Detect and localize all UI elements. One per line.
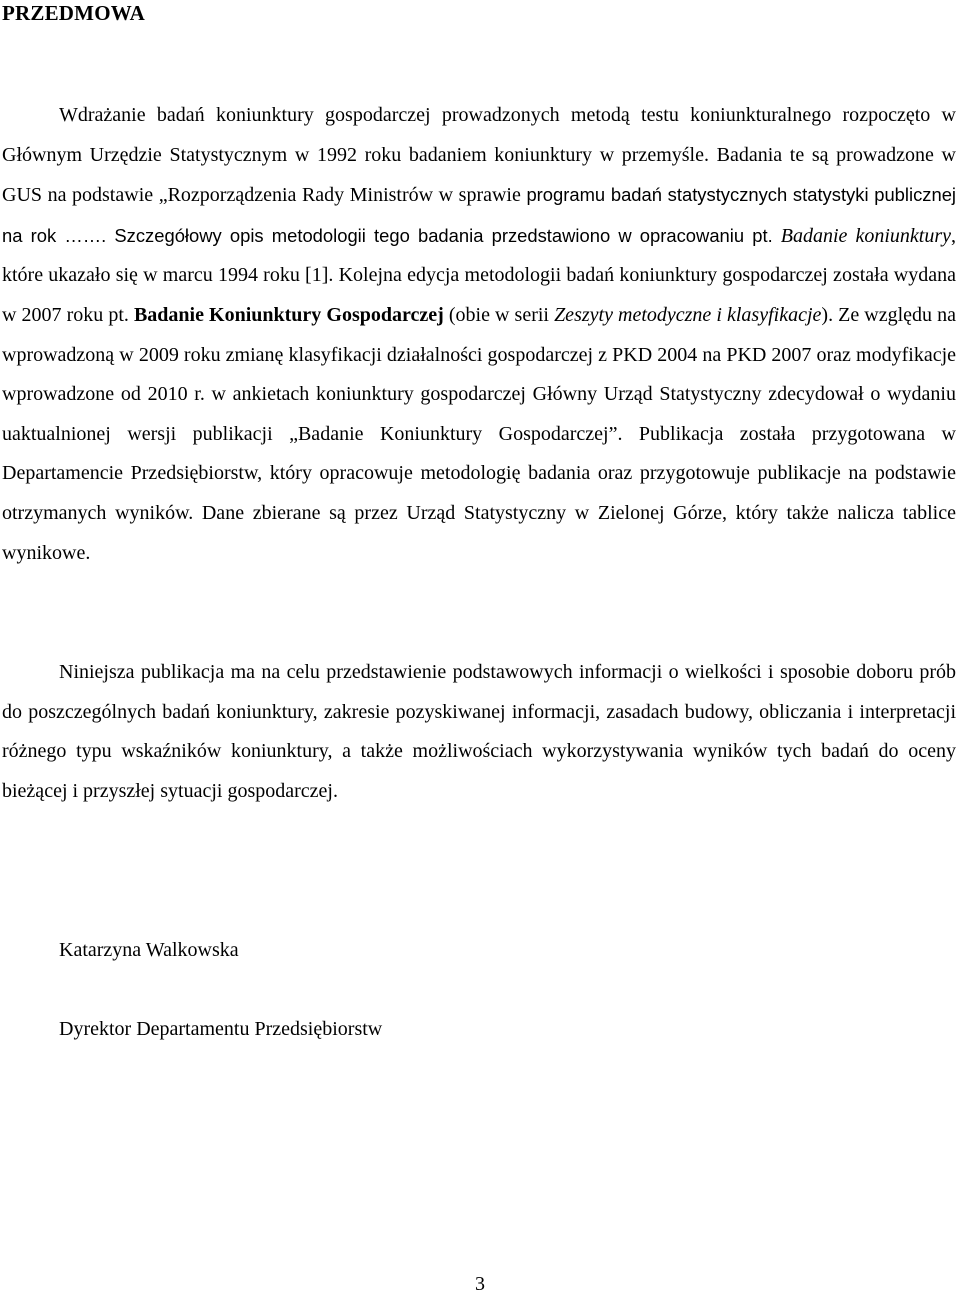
signature-title: Dyrektor Departamentu Przedsiębiorstw [59, 1018, 383, 1040]
series-title-zeszyty-metodyczne: Zeszyty metodyczne i klasyfikacje [554, 303, 822, 326]
signature-name: Katarzyna Walkowska [59, 939, 239, 961]
publication-title-badanie-koniunktury-gospodarczej: Badanie Koniunktury Gospodarczej [133, 303, 444, 326]
preface-paragraph-2: Niniejsza publikacja ma na celu przedstawienie podstawowych informacji o wielkości i sposobie doboru prób do poszczególnych badań koniunktury, zakresie pozyskiwanej informacji, zasadach budowy, obliczania i interpretacji różnego typu wskaźników koniunktury, a także możliwościach wykorzystywania wyników tych badań do oceny bieżącej i przyszłej sytuacji gospodarczej. [2, 661, 956, 802]
publication-title-badanie-koniunktury: Badanie koniunktury [780, 224, 952, 247]
preface-paragraph-1 [2, 96, 956, 573]
paragraph-text-run: ). Ze względu na wprowadzoną w 2009 roku zmianę klasyfikacji działalności gospodarczej z PKD 2004 na PKD 2007 oraz modyfikacje wprowadzone od 2010 r. w ankietach koniunktury gospodarczej Główny Urząd Statystyczny zdecydował o wydaniu uaktualnionej wersji publikacji „Badanie Koniunktury Gospodarczej”. Publikacja została przygotowana w Departamencie Przedsiębiorstw, który opracowuje metodologię badania oraz przygotowuje publikacje na podstawie otrzymanych wyników. Dane zbierane są przez Urząd Statystyczny w Zielonej Górze, który także nalicza tablice wynikowe. [2, 303, 957, 564]
paragraph-text-run: , które ukazało się w marcu 1994 roku [1]. Kolejna edycja metodologii badań koniunktury gospodarczej została wydana w 2007 roku pt. [2, 224, 957, 326]
paragraph-text-run: (obie w serii [448, 303, 549, 326]
page-title: PRZEDMOWA [2, 1, 145, 25]
paragraph-text-run: Wdrażanie badań koniunktury gospodarczej prowadzonych metodą testu koniunkturalnego rozpoczęto w Głównym Urzędzie Statystycznym w 1992 roku badaniem koniunktury w przemyśle. Badania te są prowadzone w GUS na podstawie „Rozporządzenia Rady Ministrów w sprawie [2, 104, 956, 207]
page-number: 3 [475, 1273, 485, 1295]
paragraph-text-run-sans: programu badań statystycznych statystyki publicznej na rok ……. Szczegółowy opis metodologii tego badania przedstawiono w opracowaniu pt. [2, 184, 957, 246]
